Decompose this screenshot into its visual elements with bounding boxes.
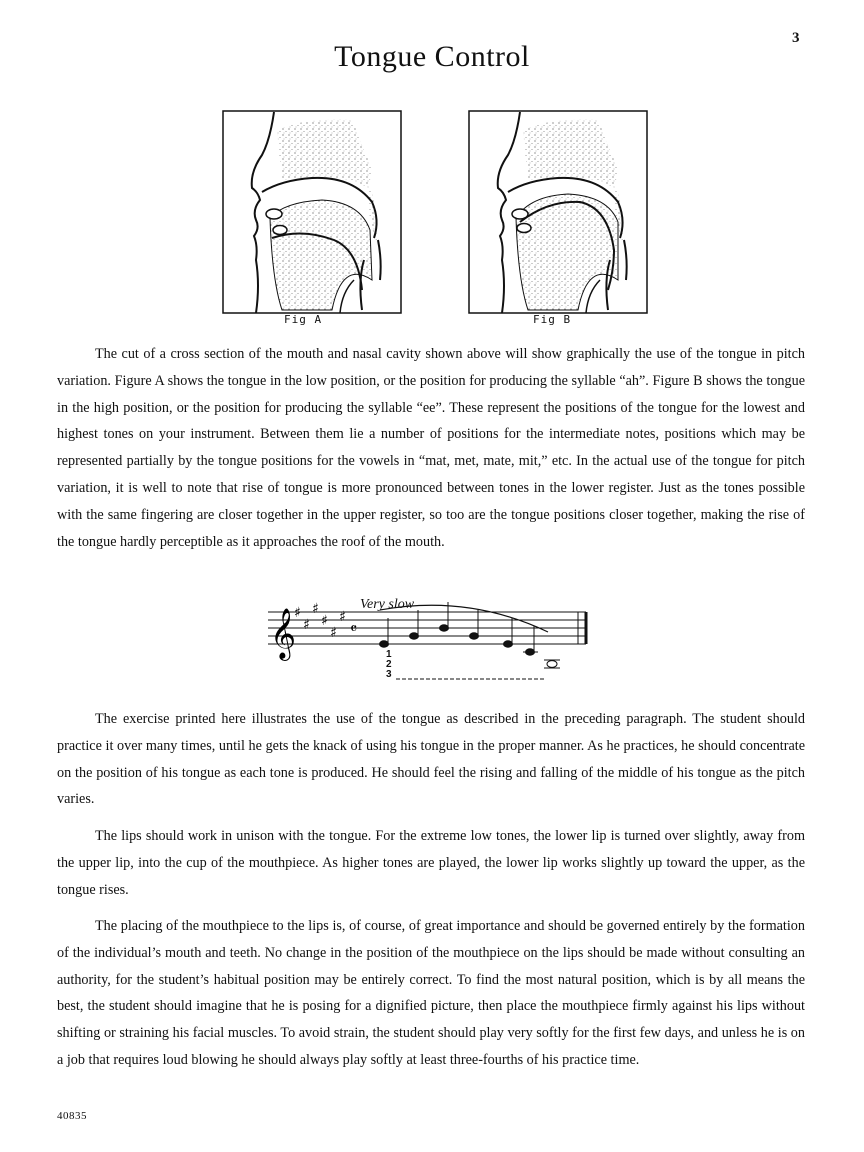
svg-text:♯: ♯ bbox=[330, 625, 337, 641]
svg-text:♯: ♯ bbox=[312, 601, 319, 617]
fingering-2: 2 bbox=[386, 659, 392, 670]
figure-a-caption: Fig A bbox=[284, 313, 323, 326]
fingering-numbers bbox=[386, 650, 392, 680]
plate-number: 40835 bbox=[57, 1110, 87, 1122]
paragraph-exercise: The exercise printed here illustrates the use of the tongue as described in the preceding paragraph. The student should practice it over many times, until he gets the knack of using his tongue in the proper manner. As he practices, he should concentrate on the position of his tongue as each tone is produced. He should feel the rising and falling of the middle of his tongue as the pitch varies. bbox=[57, 711, 805, 808]
treble-clef-icon: 𝄞 bbox=[270, 608, 297, 659]
paragraph-tongue-positions: The cut of a cross section of the mouth and nasal cavity shown above will show graphically the use of the tongue in pitch variation. Figure A shows the tongue in the low position, or the position for producing the syllable “ah”. Figure B shows the tongue in the high position, or the position for producing the syllable “ee”. These represent the positions of the tongue for the lowest and highest tones on your instrument. Between them lie a number of positions for the intermediate notes, positions which may be represented partially by the tongue positions for the vowels in “mat, met, mate, mit,” etc. In the actual use of the tongue for pitch variation, it is well to note that rise of tongue is more pronounced between tones in the lower register. Just as the tones possible with the same fingering are closer together in the upper register, so too are the tongue positions closer together, making the rise of the tongue hardly perceptible as it approaches the roof of the mouth. bbox=[57, 346, 805, 550]
svg-text:♯: ♯ bbox=[321, 613, 328, 629]
svg-text:♯: ♯ bbox=[294, 605, 301, 621]
page-title: Tongue Control bbox=[334, 40, 530, 73]
figure-a-mouth-cross-section bbox=[222, 110, 402, 314]
page-number: 3 bbox=[792, 30, 800, 46]
paragraph-lips: The lips should work in unison with the tongue. For the extreme low tones, the lower lip is turned over slightly, away from the upper lip, into the cup of the mouthpiece. As higher tones are played, the lower lip works slightly up toward the upper, as the tongue rises. bbox=[57, 828, 805, 898]
music-exercise-staff bbox=[268, 592, 608, 687]
svg-text:♯: ♯ bbox=[339, 609, 346, 625]
fingering-3: 3 bbox=[386, 669, 392, 680]
tempo-marking: Very slow bbox=[360, 597, 415, 612]
paragraph-mouthpiece: The placing of the mouthpiece to the lips is, of course, of great importance and should be governed entirely by the formation of the individual’s mouth and teeth. No change in the position of the mouthpiece on the lips should be made without consulting an authority, for the student’s habitual position may be entirely correct. To find the most natural position, which is by all means the best, the student should imagine that he is posing for a dignified picture, then place the mouthpiece firmly against his lips without shifting or straining his facial muscles. To avoid strain, the student should play very softly for the first few days, and unless he is on a job that requires loud blowing he should always play softly at least three-fourths of his practice time. bbox=[57, 918, 805, 1068]
figure-b-caption: Fig B bbox=[533, 313, 572, 326]
svg-text:♯: ♯ bbox=[303, 617, 310, 633]
svg-text:𝄴: 𝄴 bbox=[350, 619, 358, 638]
figure-b-mouth-cross-section bbox=[468, 110, 648, 314]
fingering-1: 1 bbox=[386, 649, 392, 660]
